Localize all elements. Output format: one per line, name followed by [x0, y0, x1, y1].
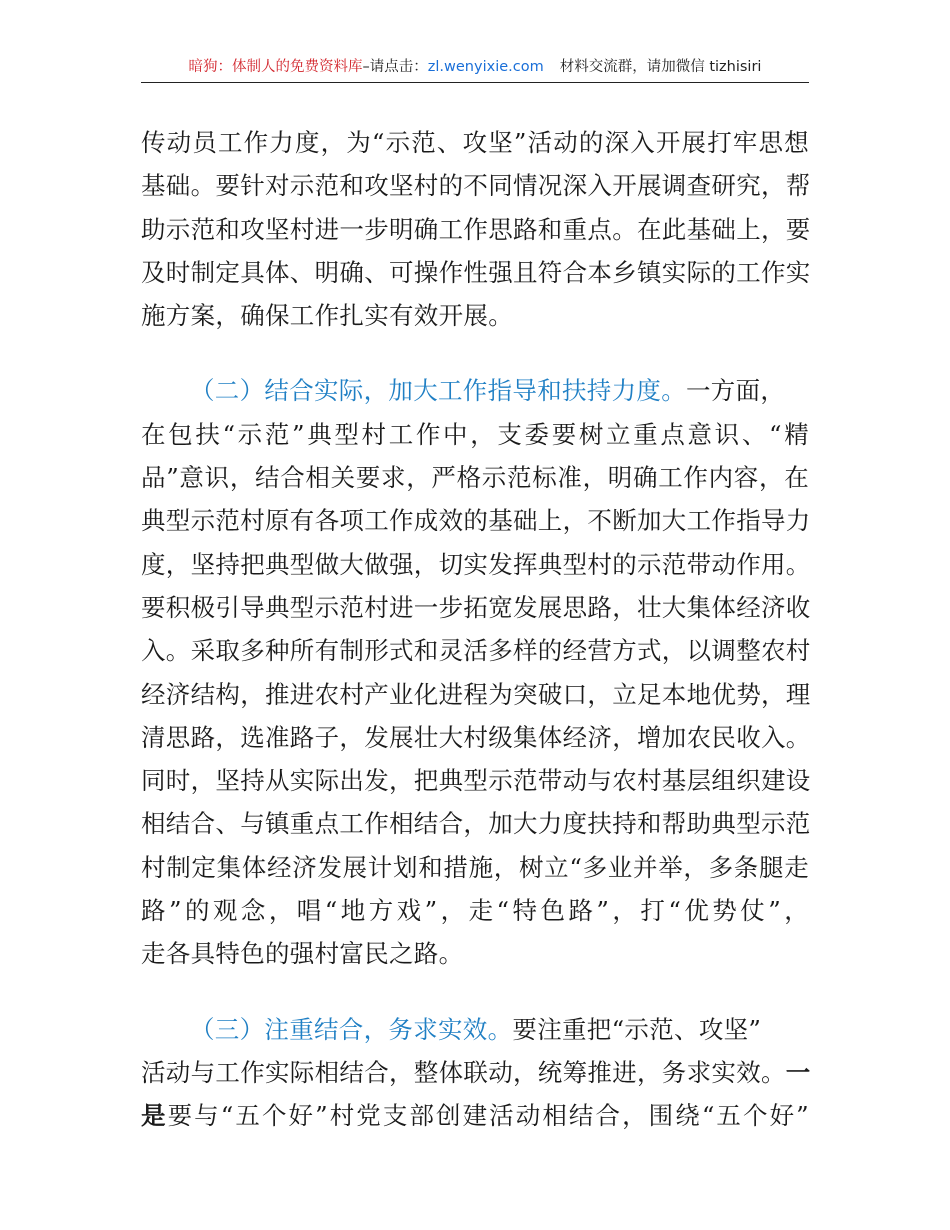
- section-heading-3: （三）注重结合，务求实效。: [190, 1014, 513, 1044]
- paragraph-2: [141, 369, 809, 975]
- text-line: 品”意识，结合相关要求，严格示范标准，明确工作内容，在: [141, 463, 809, 493]
- text-line: 传动员工作力度，为“示范、攻坚”活动的深入开展打牢思想: [141, 128, 809, 157]
- text-line: 施方案，确保工作扎实有效开展。: [141, 301, 513, 331]
- text-line: 路”的观念，唱“地方戏”，走“特色路”，打“优势仗”，: [141, 896, 809, 926]
- section-heading-2: （二）结合实际，加大工作指导和扶持力度。: [190, 376, 686, 406]
- text-line: 助示范和攻坚村进一步明确工作思路和重点。在此基础上，要: [141, 214, 811, 244]
- text-segment: 要与“五个好”村党支部创建活动相结合，围绕“五个好”: [167, 1101, 809, 1131]
- text-line: 清思路，选准路子，发展壮大村级集体经济，增加农民收入。: [141, 722, 811, 752]
- text-line: [141, 1094, 809, 1137]
- header-site-name: 暗狗：体制人的免费资料库: [188, 59, 363, 75]
- heading-followup: 一方面，: [686, 376, 786, 406]
- bold-ordinal: 一: [785, 1057, 811, 1087]
- text-line: 经济结构，推进农村产业化进程为突破口，立足本地优势，理: [141, 679, 811, 709]
- header-wechat-note: 材料交流群，请加微信 tizhisiri: [559, 59, 762, 75]
- text-line: 村制定集体经济发展计划和措施，树立“多业并举，多条腿走: [141, 852, 809, 882]
- header-link[interactable]: zl.wenyixie.com: [427, 59, 544, 75]
- page-header: [141, 52, 809, 83]
- heading-followup: 要注重把“示范、攻坚”: [512, 1014, 762, 1044]
- text-line: 相结合、与镇重点工作相结合，加大力度扶持和帮助典型示范: [141, 809, 811, 839]
- text-line: 入。采取多种所有制形式和灵活多样的经营方式，以调整农村: [141, 636, 811, 666]
- text-line: 走各具特色的强村富民之路。: [141, 939, 464, 969]
- text-line: [141, 369, 809, 412]
- text-line: 基础。要针对示范和攻坚村的不同情况深入开展调查研究，帮: [141, 171, 811, 201]
- text-segment: 活动与工作实际相结合，整体联动，统筹推进，务求实效。: [141, 1057, 786, 1087]
- paragraph-1: [141, 121, 809, 337]
- text-line: 度，坚持把典型做大做强，切实发挥典型村的示范带动作用。: [141, 549, 811, 579]
- text-line: [141, 1008, 809, 1051]
- text-line: 及时制定具体、明确、可操作性强且符合本乡镇实际的工作实: [141, 257, 811, 287]
- text-line: 典型示范村原有各项工作成效的基础上，不断加大工作指导力: [141, 506, 811, 536]
- text-line: 在包扶“示范”典型村工作中，支委要树立重点意识、“精: [141, 419, 809, 449]
- text-line: 要积极引导典型示范村进一步拓宽发展思路，壮大集体经济收: [141, 592, 811, 622]
- text-line: [141, 1051, 809, 1094]
- header-click-prompt: –请点击：: [362, 59, 428, 75]
- text-line: 同时，坚持从实际出发，把典型示范带动与农村基层组织建设: [141, 766, 811, 796]
- paragraph-3: [141, 1008, 809, 1138]
- bold-ordinal: 是: [141, 1101, 168, 1131]
- document-body: [141, 121, 809, 1138]
